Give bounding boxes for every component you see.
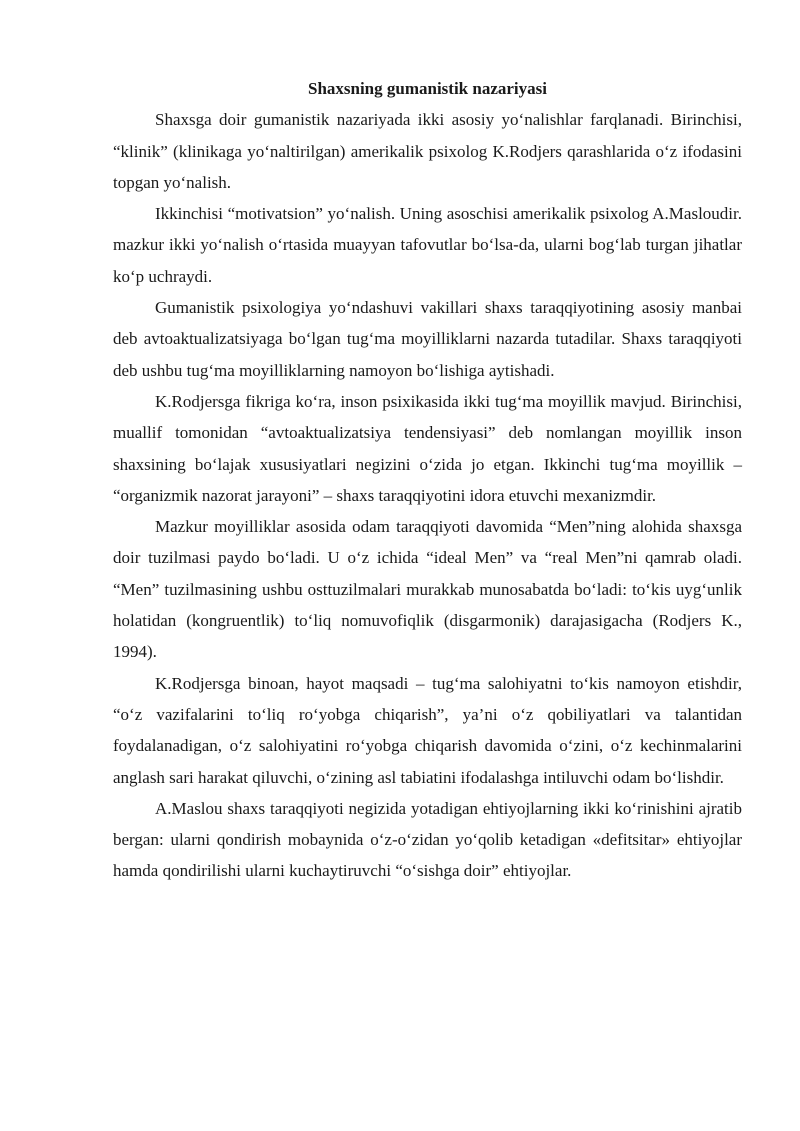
paragraph-7: A.Maslou shaxs taraqqiyoti negizida yotadigan ehtiyojlarning ikki ko‘rinishini ajratib bergan: ularni qondirish mobaynida o‘z-o‘zidan yo‘qolib ketadigan «defitsitar» ehtiyojlar hamda qondirilishi ularni kuchaytiruvchi “o‘sishga doir” ehtiyojlar. (113, 798, 742, 881)
paragraph-2: Ikkinchisi “motivatsion” yo‘nalish. Uning asoschisi amerikalik psixolog A.Masloudir. mazkur ikki yo‘nalish o‘rtasida muayyan tafovutlar bo‘lsa-da, ularni bog‘lab turgan jihatlar ko‘p uchraydi. (113, 204, 742, 286)
paragraph-3: Gumanistik psixologiya yo‘ndashuvi vakillari shaxs taraqqiyotining asosiy manbai deb avtoaktualizatsiyaga bo‘lgan tug‘ma moyilliklarni nazarda tutadilar. Shaxs taraqqiyoti deb ushbu tug‘ma moyilliklarning namoyon bo‘lishiga aytishadi. (113, 298, 742, 380)
paragraph-4: K.Rodjersga fikriga ko‘ra, inson psixikasida ikki tug‘ma moyillik mavjud. Birinchisi, muallif tomonidan “avtoaktualizatsiya tendensiyasi” deb nomlangan moyillik inson shaxsining bo‘lajak xususiyatlari negizini o‘zida jo etgan. Ikkinchi tug‘ma moyillik – “organizmik nazorat jarayoni” – shaxs taraqqiyotini idora etuvchi mexanizmdir. (113, 391, 742, 505)
paragraph-6: K.Rodjersga binoan, hayot maqsadi – tug‘ma salohiyatni to‘kis namoyon etishdir, “o‘z vazifalarini to‘liq ro‘yobga chiqarish”, ya’ni o‘z qobiliyatlari va talantidan foydalanadigan, o‘z salohiyatini ro‘yobga chiqarish davomida o‘zini, o‘z kechinmalarini anglash sari harakat qiluvchi, o‘zining asl tabiatini ifodalashga intiluvchi odam bo‘lishdir. (113, 673, 742, 787)
document-title: Shaxsning gumanistik nazariyasi (307, 79, 547, 98)
document-page (113, 73, 742, 887)
paragraph-5: Mazkur moyilliklar asosida odam taraqqiyoti davomida “Men”ning alohida shaxsga doir tuzilmasi paydo bo‘ladi. U o‘z ichida “ideal Men” va “real Men”ni qamrab oladi. “Men” tuzilmasining ushbu osttuzilmalari murakkab munosabatda bo‘ladi: to‘kis uyg‘unlik holatidan (kongruentlik) to‘liq nomuvofiqlik (disgarmonik) darajasigacha (Rodjers K., 1994). (113, 517, 742, 662)
paragraph-1: Shaxsga doir gumanistik nazariyada ikki asosiy yo‘nalishlar farqlanadi. Birinchisi, “klinik” (klinikaga yo‘naltirilgan) amerikalik psixolog K.Rodjers qarashlarida o‘z ifodasini topgan yo‘nalish. (113, 110, 742, 192)
